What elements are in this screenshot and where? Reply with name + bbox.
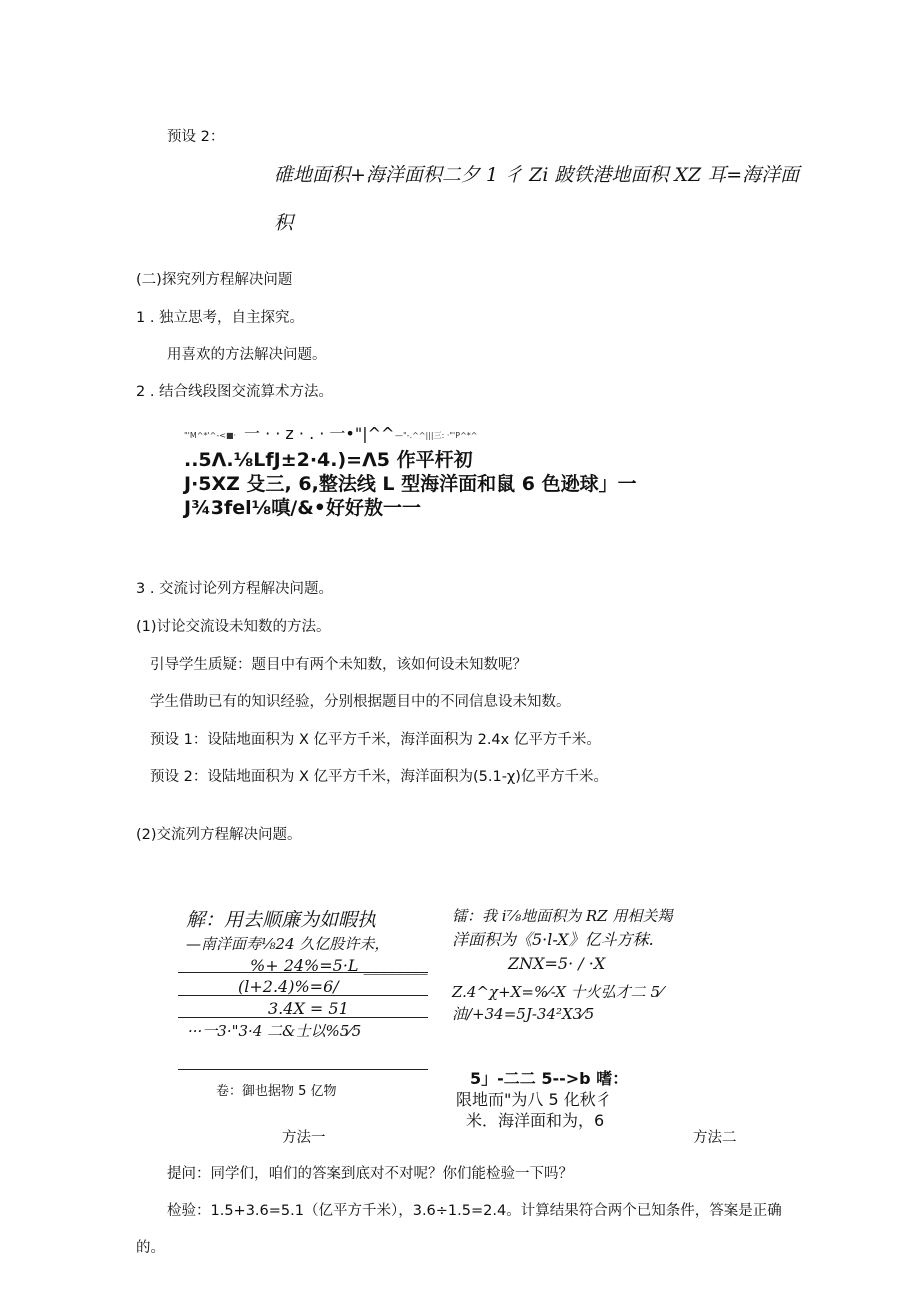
item3-p1: 引导学生质疑：题目中有两个未知数，该如何设未知数呢？: [150, 657, 527, 673]
scan1-noise-right: —"-.^^|||三: ·"'P^*^: [395, 431, 478, 440]
method1-line4: (l+2.4)%=6/: [238, 977, 339, 996]
item3-p3: 预设 1：设陆地面积为 X 亿平方千米，海洋面积为 2.4x 亿平方千米。: [150, 732, 601, 748]
method2-line8: 米．海洋面和为，6: [466, 1111, 605, 1130]
method2-line4: Z.4^χ+X=%⁄-X 十火弘才二 5⁄: [452, 983, 663, 1001]
method2-line3: ZNX=5· / ·X: [508, 954, 606, 973]
scan1-line1: ..5Λ.⅛LfJ±2·4.)=Λ5 作平杆初: [184, 449, 473, 471]
item1-title: 1 . 独立思考，自主探究。: [136, 310, 305, 326]
method1-line1: 解：用去顺廉为如暇执: [186, 909, 377, 931]
section-heading: (二)探究列方程解决问题: [136, 272, 293, 288]
method1-line6: ···一3·"3·4 二&士以%5⁄5: [188, 1022, 362, 1040]
question-text: 提问：同学们，咱们的答案到底对不对呢？你们能检验一下吗？: [167, 1166, 573, 1182]
scan1-line3: J¾3fel⅛嗔/&•好好敖一一: [184, 497, 421, 519]
method2-line6: 5」-二二 5-->b 嗜：: [470, 1069, 629, 1088]
method2-line5: 油/+34=5J-34²X3⁄5: [452, 1005, 595, 1023]
method1-line7: 卷：御也据物 5 亿物: [216, 1084, 337, 1099]
preset-formula-line2: 积: [274, 212, 294, 234]
method2-line1: 镭：我 i⅞地面积为 RZ 用相关羯: [452, 907, 673, 925]
check-line2: 的。: [136, 1240, 165, 1256]
item1-text: 用喜欢的方法解决问题。: [167, 347, 327, 363]
item3-p4: 预设 2：设陆地面积为 X 亿平方千米，海洋面积为(5.1-χ)亿平方千米。: [150, 769, 608, 785]
preset-label: 预设 2：: [167, 129, 225, 145]
scan1-line2: J·5XZ 殳三, 6,整法线 L 型海洋面和鼠 6 色逊球」一: [184, 473, 637, 495]
item2-title: 2 . 结合线段图交流算术方法。: [136, 384, 334, 400]
item3-sub2: (2)交流列方程解决问题。: [136, 827, 302, 843]
preset-formula-line1: 碓地面积+海洋面积二夕 1 彳 Zi 跛铁港地面积 XZ 耳=海洋面: [274, 164, 800, 186]
method1-line2: —南洋面寿⅛24 久亿股许未，: [186, 935, 390, 953]
method2-line2: 洋面积为《5·l-X》亿斗方秣.: [452, 930, 654, 949]
scan1-dashes: 一 · · z · . · 一•"|^^: [244, 424, 395, 443]
method1-rule-4: [178, 1069, 428, 1070]
check-line1: 检验：1.5+3.6=5.1（亿平方千米），3.6÷1.5=2.4。计算结果符合两个已知条件，答案是正确: [167, 1203, 782, 1219]
caption-method-two: 方法二: [693, 1130, 737, 1146]
item3-p2: 学生借助已有的知识经验，分别根据题目中的不同信息设未知数。: [150, 694, 571, 710]
scan1-noise-left: "'M^*'^-<■·: [184, 431, 237, 440]
method2-line7: 限地而"为八 5 化秋彳: [456, 1090, 612, 1109]
method1-rule-3: [178, 1017, 428, 1018]
item3-title: 3 . 交流讨论列方程解决问题。: [136, 581, 334, 597]
method1-rule-1: [178, 972, 428, 973]
item3-sub1: (1)讨论交流设未知数的方法。: [136, 619, 331, 635]
method1-rule-2: [178, 995, 428, 996]
caption-method-one: 方法一: [282, 1130, 326, 1146]
method1-line3: %+ 24%=5·L ________: [250, 956, 428, 975]
method1-line5: 3.4X = 51: [268, 999, 349, 1018]
